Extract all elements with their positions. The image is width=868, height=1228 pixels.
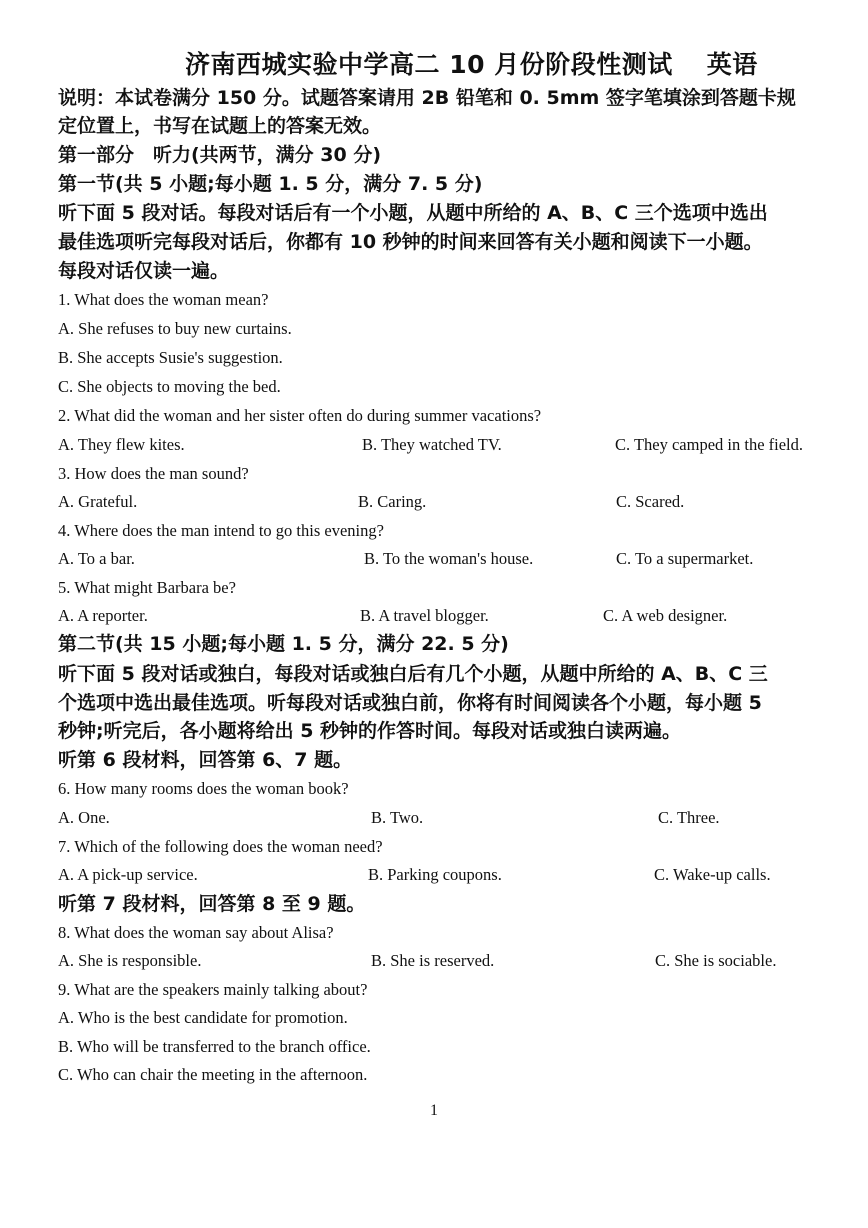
section1-instructions-3: 每段对话仅读一遍。 bbox=[58, 260, 230, 282]
section1-instructions-2: 最佳选项听完每段对话后，你都有 10 秒钟的时间来回答有关小题和阅读下一小题。 bbox=[58, 231, 763, 253]
option-a: A. They flew kites. bbox=[58, 435, 185, 454]
material-heading: 听第 7 段材料，回答第 8 至 9 题。 bbox=[58, 893, 366, 915]
options-row bbox=[58, 863, 848, 887]
option-a: A. Grateful. bbox=[58, 492, 138, 511]
option-a: A. To a bar. bbox=[58, 549, 135, 568]
option-c: C. Three. bbox=[658, 808, 720, 827]
question-stem: 7. Which of the following does the woman need? bbox=[58, 837, 383, 856]
section1-instructions-1: 听下面 5 段对话。每段对话后有一个小题，从题中所给的 A、B、C 三个选项中选出 bbox=[58, 202, 768, 224]
options-row bbox=[58, 604, 848, 628]
question-stem: 9. What are the speakers mainly talking about? bbox=[58, 980, 368, 999]
section2-heading: 第二节(共 15 小题;每小题 1. 5 分，满分 22. 5 分) bbox=[58, 633, 509, 655]
option-c: C. Who can chair the meeting in the afternoon. bbox=[58, 1065, 368, 1084]
option-c: C. To a supermarket. bbox=[616, 549, 754, 568]
exam-title: 济南西城实验中学高二 10 月份阶段性测试 bbox=[185, 50, 673, 79]
question-stem: 2. What did the woman and her sister often do during summer vacations? bbox=[58, 406, 542, 425]
instructions-line-1: 说明：本试卷满分 150 分。试题答案请用 2B 铅笔和 0. 5mm 签字笔填涂到答题卡规 bbox=[58, 87, 796, 109]
question-stem: 3. How does the man sound? bbox=[58, 464, 249, 483]
option-a: A. She refuses to buy new curtains. bbox=[58, 319, 292, 338]
options-row bbox=[58, 433, 848, 457]
part-heading: 第一部分 听力(共两节，满分 30 分) bbox=[58, 144, 382, 166]
option-c: C. They camped in the field. bbox=[615, 435, 804, 454]
option-c: C. Scared. bbox=[616, 492, 685, 511]
section2-instructions-1: 听下面 5 段对话或独白，每段对话或独白后有几个小题，从题中所给的 A、B、C 三 bbox=[58, 663, 768, 685]
option-c: C. She objects to moving the bed. bbox=[58, 377, 281, 396]
option-b: B. Who will be transferred to the branch office. bbox=[58, 1037, 371, 1056]
subject-label: 英语 bbox=[706, 50, 758, 79]
section1-heading: 第一节(共 5 小题;每小题 1. 5 分，满分 7. 5 分) bbox=[58, 173, 483, 195]
question-stem: 5. What might Barbara be? bbox=[58, 578, 236, 597]
material-heading: 听第 6 段材料，回答第 6、7 题。 bbox=[58, 749, 353, 771]
section2-instructions-2: 个选项中选出最佳选项。听每段对话或独白前，你将有时间阅读各个小题，每小题 5 bbox=[58, 692, 762, 714]
option-a: A. A reporter. bbox=[58, 606, 148, 625]
option-a: A. Who is the best candidate for promotion. bbox=[58, 1008, 348, 1027]
option-b: B. Two. bbox=[371, 808, 424, 827]
section2-instructions-3: 秒钟;听完后，各小题将给出 5 秒钟的作答时间。每段对话或独白读两遍。 bbox=[58, 720, 682, 742]
option-b: B. A travel blogger. bbox=[360, 606, 489, 625]
options-row bbox=[58, 806, 848, 830]
option-b: B. To the woman's house. bbox=[364, 549, 534, 568]
option-b: B. She is reserved. bbox=[371, 951, 495, 970]
options-row bbox=[58, 949, 848, 973]
option-a: A. She is responsible. bbox=[58, 951, 202, 970]
option-b: B. Caring. bbox=[358, 492, 427, 511]
page-title bbox=[185, 48, 785, 82]
option-b: B. She accepts Susie's suggestion. bbox=[58, 348, 283, 367]
option-c: C. A web designer. bbox=[603, 606, 728, 625]
option-b: B. Parking coupons. bbox=[368, 865, 502, 884]
option-a: A. One. bbox=[58, 808, 110, 827]
question-stem: 6. How many rooms does the woman book? bbox=[58, 779, 349, 798]
question-stem: 1. What does the woman mean? bbox=[58, 290, 269, 309]
question-stem: 8. What does the woman say about Alisa? bbox=[58, 923, 334, 942]
options-row bbox=[58, 490, 848, 514]
page-number: 1 bbox=[430, 1102, 438, 1119]
question-stem: 4. Where does the man intend to go this evening? bbox=[58, 521, 384, 540]
option-b: B. They watched TV. bbox=[362, 435, 502, 454]
instructions-line-2: 定位置上，书写在试题上的答案无效。 bbox=[58, 115, 382, 137]
option-c: C. She is sociable. bbox=[655, 951, 777, 970]
options-row bbox=[58, 547, 848, 571]
option-a: A. A pick-up service. bbox=[58, 865, 198, 884]
option-c: C. Wake-up calls. bbox=[654, 865, 771, 884]
